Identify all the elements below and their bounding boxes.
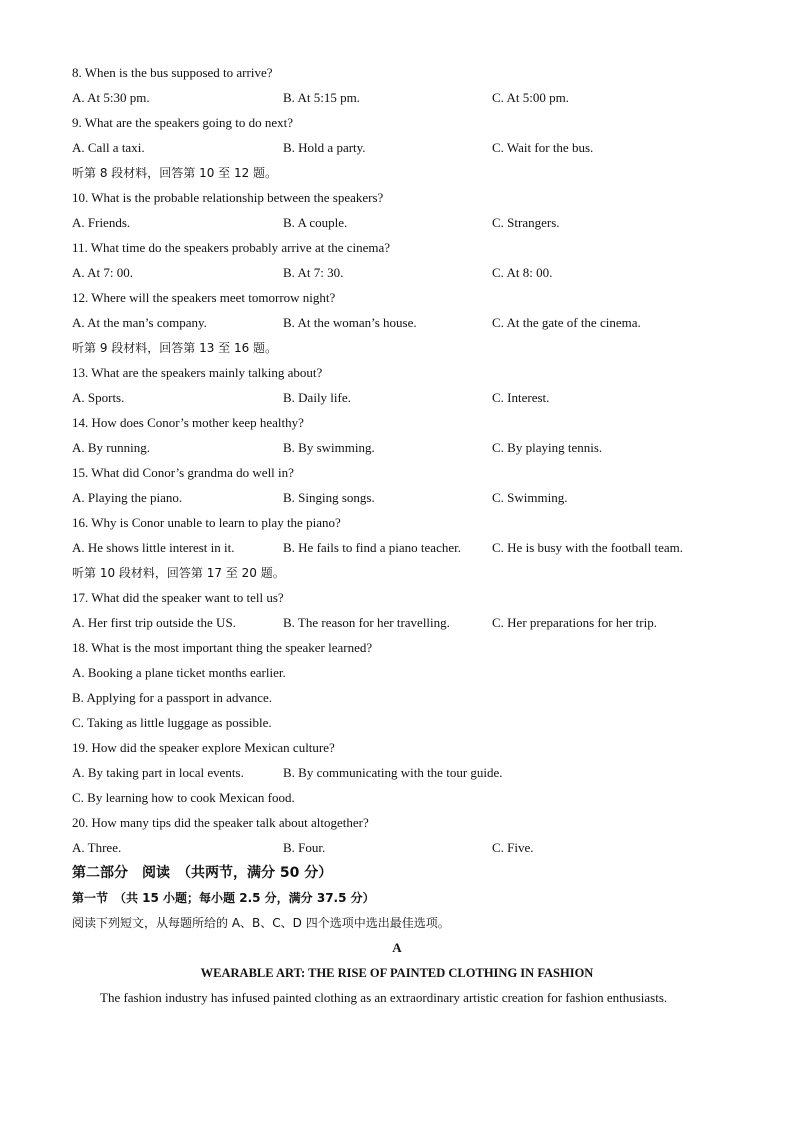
question-8-option-c: C. At 5:00 pm.: [492, 90, 569, 105]
passage-letter: A: [392, 940, 402, 955]
question-18-option-b: B. Applying for a passport in advance.: [72, 690, 273, 705]
listening-instruction-8: 听第 8 段材料，回答第 10 至 12 题。: [72, 166, 278, 180]
question-13-option-a: A. Sports.: [72, 390, 125, 405]
question-20-option-b: B. Four.: [283, 840, 326, 855]
question-12-option-b: B. At the woman’s house.: [283, 315, 417, 330]
question-13-option-c: C. Interest.: [492, 390, 550, 405]
question-10-option-b: B. A couple.: [283, 215, 348, 230]
question-10-option-a: A. Friends.: [72, 215, 131, 230]
question-18: 18. What is the most important thing the speaker learned?: [72, 640, 373, 655]
question-18-option-c: C. Taking as little luggage as possible.: [72, 715, 272, 730]
question-20-option-c: C. Five.: [492, 840, 534, 855]
question-12-option-a: A. At the man’s company.: [72, 315, 207, 330]
question-16-option-c: C. He is busy with the football team.: [492, 540, 684, 555]
question-11-option-a: A. At 7: 00.: [72, 265, 134, 280]
question-10: 10. What is the probable relationship between the speakers?: [72, 190, 384, 205]
question-16-option-b: B. He fails to find a piano teacher.: [283, 540, 461, 555]
question-18-option-a: A. Booking a plane ticket months earlier.: [72, 665, 286, 680]
passage-title: WEARABLE ART: THE RISE OF PAINTED CLOTHING IN FASHION: [200, 966, 594, 980]
question-15: 15. What did Conor’s grandma do well in?: [72, 465, 294, 480]
question-19-option-c: C. By learning how to cook Mexican food.: [72, 790, 295, 805]
question-9-option-c: C. Wait for the bus.: [492, 140, 594, 155]
section-one-title: 第一节 （共 15 小题；每小题 2.5 分，满分 37.5 分）: [72, 891, 375, 905]
question-16: 16. Why is Conor unable to learn to play the piano?: [72, 515, 341, 530]
question-13-option-b: B. Daily life.: [283, 390, 351, 405]
part-two-title: 第二部分 阅读 （共两节，满分 50 分）: [72, 865, 333, 881]
question-8-option-a: A. At 5:30 pm.: [72, 90, 150, 105]
question-9: 9. What are the speakers going to do next?: [72, 115, 294, 130]
question-9-option-a: A. Call a taxi.: [72, 140, 145, 155]
question-11-option-c: C. At 8: 00.: [492, 265, 553, 280]
listening-instruction-10: 听第 10 段材料，回答第 17 至 20 题。: [72, 566, 285, 580]
question-14-option-a: A. By running.: [72, 440, 150, 455]
question-15-option-c: C. Swimming.: [492, 490, 568, 505]
question-19: 19. How did the speaker explore Mexican culture?: [72, 740, 335, 755]
question-14-option-b: B. By swimming.: [283, 440, 375, 455]
question-10-option-c: C. Strangers.: [492, 215, 560, 230]
question-13: 13. What are the speakers mainly talking about?: [72, 365, 323, 380]
question-9-option-b: B. Hold a party.: [283, 140, 366, 155]
question-16-option-a: A. He shows little interest in it.: [72, 540, 235, 555]
question-12: 12. Where will the speakers meet tomorrow night?: [72, 290, 336, 305]
listening-instruction-9: 听第 9 段材料，回答第 13 至 16 题。: [72, 341, 278, 355]
question-17: 17. What did the speaker want to tell us?: [72, 590, 284, 605]
question-14-option-c: C. By playing tennis.: [492, 440, 603, 455]
question-14: 14. How does Conor’s mother keep healthy?: [72, 415, 304, 430]
question-17-option-b: B. The reason for her travelling.: [283, 615, 450, 630]
question-15-option-b: B. Singing songs.: [283, 490, 375, 505]
question-20: 20. How many tips did the speaker talk about altogether?: [72, 815, 369, 830]
question-17-option-c: C. Her preparations for her trip.: [492, 615, 657, 630]
question-11: 11. What time do the speakers probably arrive at the cinema?: [72, 240, 391, 255]
question-15-option-a: A. Playing the piano.: [72, 490, 183, 505]
reading-directions: 阅读下列短文，从每题所给的 A、B、C、D 四个选项中选出最佳选项。: [72, 916, 450, 930]
question-19-option-a: A. By taking part in local events.: [72, 765, 244, 780]
passage-first-line: The fashion industry has infused painted clothing as an extraordinary artistic creation for fashion enthusiasts.: [100, 990, 668, 1005]
question-12-option-c: C. At the gate of the cinema.: [492, 315, 641, 330]
question-19-option-b: B. By communicating with the tour guide.: [283, 765, 503, 780]
question-20-option-a: A. Three.: [72, 840, 122, 855]
question-8: 8. When is the bus supposed to arrive?: [72, 65, 273, 80]
question-8-option-b: B. At 5:15 pm.: [283, 90, 360, 105]
question-17-option-a: A. Her first trip outside the US.: [72, 615, 236, 630]
question-11-option-b: B. At 7: 30.: [283, 265, 344, 280]
